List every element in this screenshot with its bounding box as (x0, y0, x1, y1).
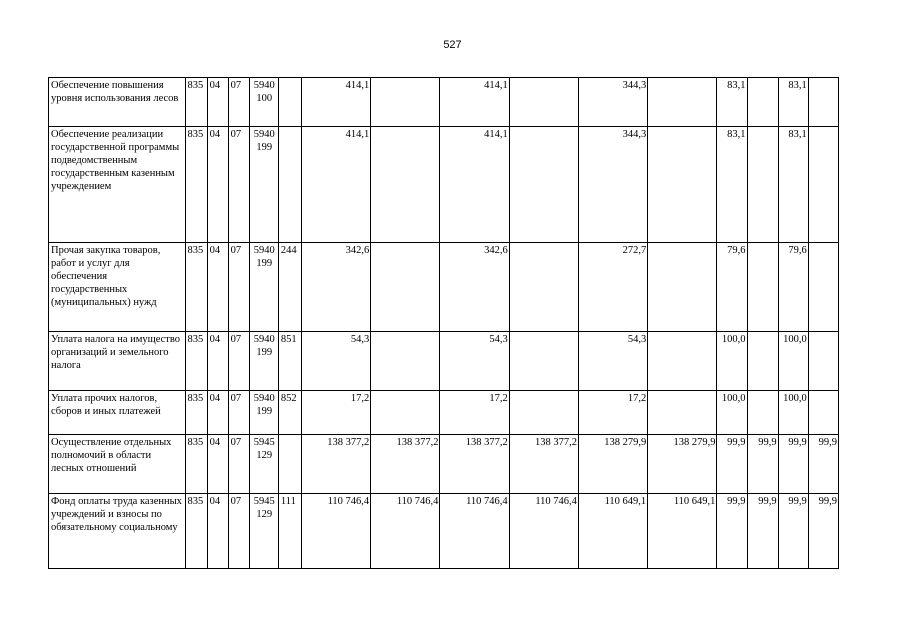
value-cell (371, 391, 440, 435)
value-cell: 110 746,4 (440, 494, 509, 569)
value-cell: 110 746,4 (371, 494, 440, 569)
rz-code-cell: 04 (207, 494, 228, 569)
value-cell: 272,7 (578, 243, 647, 332)
value-cell: 414,1 (301, 127, 370, 243)
value-cell (509, 243, 578, 332)
value-cell: 83,1 (778, 127, 808, 243)
value-cell: 99,9 (717, 435, 747, 494)
value-cell: 110 649,1 (578, 494, 647, 569)
value-cell: 99,9 (778, 435, 808, 494)
value-cell: 138 377,2 (301, 435, 370, 494)
value-cell (648, 243, 717, 332)
value-cell: 110 649,1 (648, 494, 717, 569)
table-body (49, 78, 839, 569)
value-cell: 100,0 (778, 332, 808, 391)
value-cell: 100,0 (717, 391, 747, 435)
pr-code-cell: 07 (228, 78, 249, 127)
table-row (49, 435, 839, 494)
vr-code-cell (278, 127, 301, 243)
value-cell: 54,3 (578, 332, 647, 391)
value-cell (808, 391, 838, 435)
row-name-cell: Уплата налога на имущество организаций и земельного налога (49, 332, 186, 391)
value-cell (509, 332, 578, 391)
value-cell: 17,2 (301, 391, 370, 435)
table-row (49, 127, 839, 243)
value-cell: 110 746,4 (509, 494, 578, 569)
table-row (49, 494, 839, 569)
pr-code-cell: 07 (228, 494, 249, 569)
value-cell (509, 127, 578, 243)
value-cell: 414,1 (440, 127, 509, 243)
table-row (49, 332, 839, 391)
gr-code-cell: 835 (185, 127, 207, 243)
value-cell (747, 127, 778, 243)
csr-code-cell: 5940 199 (249, 332, 278, 391)
value-cell: 17,2 (578, 391, 647, 435)
value-cell (747, 391, 778, 435)
value-cell (509, 78, 578, 127)
value-cell: 138 377,2 (509, 435, 578, 494)
row-name-cell: Обеспечение повышения уровня использования лесов (49, 78, 186, 127)
value-cell: 138 279,9 (648, 435, 717, 494)
value-cell: 138 377,2 (440, 435, 509, 494)
value-cell: 344,3 (578, 78, 647, 127)
row-name-cell: Прочая закупка товаров, работ и услуг для обеспечения государственных (муниципальных) нужд (49, 243, 186, 332)
value-cell: 79,6 (778, 243, 808, 332)
value-cell (371, 127, 440, 243)
value-cell: 99,9 (717, 494, 747, 569)
vr-code-cell (278, 78, 301, 127)
value-cell (371, 243, 440, 332)
value-cell (808, 332, 838, 391)
rz-code-cell: 04 (207, 243, 228, 332)
value-cell (808, 78, 838, 127)
value-cell: 344,3 (578, 127, 647, 243)
value-cell: 138 377,2 (371, 435, 440, 494)
value-cell: 342,6 (301, 243, 370, 332)
vr-code-cell: 111 (278, 494, 301, 569)
value-cell (371, 78, 440, 127)
table-row (49, 78, 839, 127)
value-cell: 99,9 (747, 435, 778, 494)
pr-code-cell: 07 (228, 127, 249, 243)
csr-code-cell: 5945 129 (249, 435, 278, 494)
value-cell: 79,6 (717, 243, 747, 332)
value-cell (648, 127, 717, 243)
value-cell: 100,0 (717, 332, 747, 391)
row-name-cell: Уплата прочих налогов, сборов и иных платежей (49, 391, 186, 435)
gr-code-cell: 835 (185, 78, 207, 127)
value-cell (509, 391, 578, 435)
value-cell: 110 746,4 (301, 494, 370, 569)
csr-code-cell: 5940 199 (249, 243, 278, 332)
budget-table (48, 77, 839, 569)
value-cell (808, 127, 838, 243)
value-cell: 99,9 (747, 494, 778, 569)
value-cell (648, 78, 717, 127)
gr-code-cell: 835 (185, 435, 207, 494)
rz-code-cell: 04 (207, 332, 228, 391)
value-cell: 138 279,9 (578, 435, 647, 494)
gr-code-cell: 835 (185, 391, 207, 435)
value-cell (747, 332, 778, 391)
rz-code-cell: 04 (207, 435, 228, 494)
value-cell (371, 332, 440, 391)
csr-code-cell: 5940 199 (249, 391, 278, 435)
value-cell: 54,3 (301, 332, 370, 391)
gr-code-cell: 835 (185, 332, 207, 391)
pr-code-cell: 07 (228, 435, 249, 494)
value-cell: 99,9 (778, 494, 808, 569)
csr-code-cell: 5940 199 (249, 127, 278, 243)
value-cell: 414,1 (440, 78, 509, 127)
value-cell (747, 243, 778, 332)
value-cell (747, 78, 778, 127)
pr-code-cell: 07 (228, 332, 249, 391)
gr-code-cell: 835 (185, 494, 207, 569)
rz-code-cell: 04 (207, 78, 228, 127)
value-cell: 83,1 (717, 127, 747, 243)
row-name-cell: Фонд оплаты труда казенных учреждений и взносы по обязательному социальному (49, 494, 186, 569)
value-cell: 17,2 (440, 391, 509, 435)
rz-code-cell: 04 (207, 391, 228, 435)
value-cell (808, 243, 838, 332)
rz-code-cell: 04 (207, 127, 228, 243)
row-name-cell: Обеспечение реализации государственной программы подведомственным государственным казенным учреждением (49, 127, 186, 243)
value-cell (648, 391, 717, 435)
value-cell: 342,6 (440, 243, 509, 332)
pr-code-cell: 07 (228, 391, 249, 435)
vr-code-cell: 852 (278, 391, 301, 435)
table-row (49, 391, 839, 435)
page-number: 527 (443, 39, 462, 51)
value-cell: 99,9 (808, 435, 838, 494)
table-row (49, 243, 839, 332)
row-name-cell: Осуществление отдельных полномочий в области лесных отношений (49, 435, 186, 494)
value-cell: 99,9 (808, 494, 838, 569)
vr-code-cell (278, 435, 301, 494)
gr-code-cell: 835 (185, 243, 207, 332)
vr-code-cell: 244 (278, 243, 301, 332)
value-cell: 83,1 (778, 78, 808, 127)
csr-code-cell: 5945 129 (249, 494, 278, 569)
value-cell: 100,0 (778, 391, 808, 435)
csr-code-cell: 5940 100 (249, 78, 278, 127)
value-cell: 414,1 (301, 78, 370, 127)
value-cell: 83,1 (717, 78, 747, 127)
value-cell (648, 332, 717, 391)
value-cell: 54,3 (440, 332, 509, 391)
vr-code-cell: 851 (278, 332, 301, 391)
pr-code-cell: 07 (228, 243, 249, 332)
